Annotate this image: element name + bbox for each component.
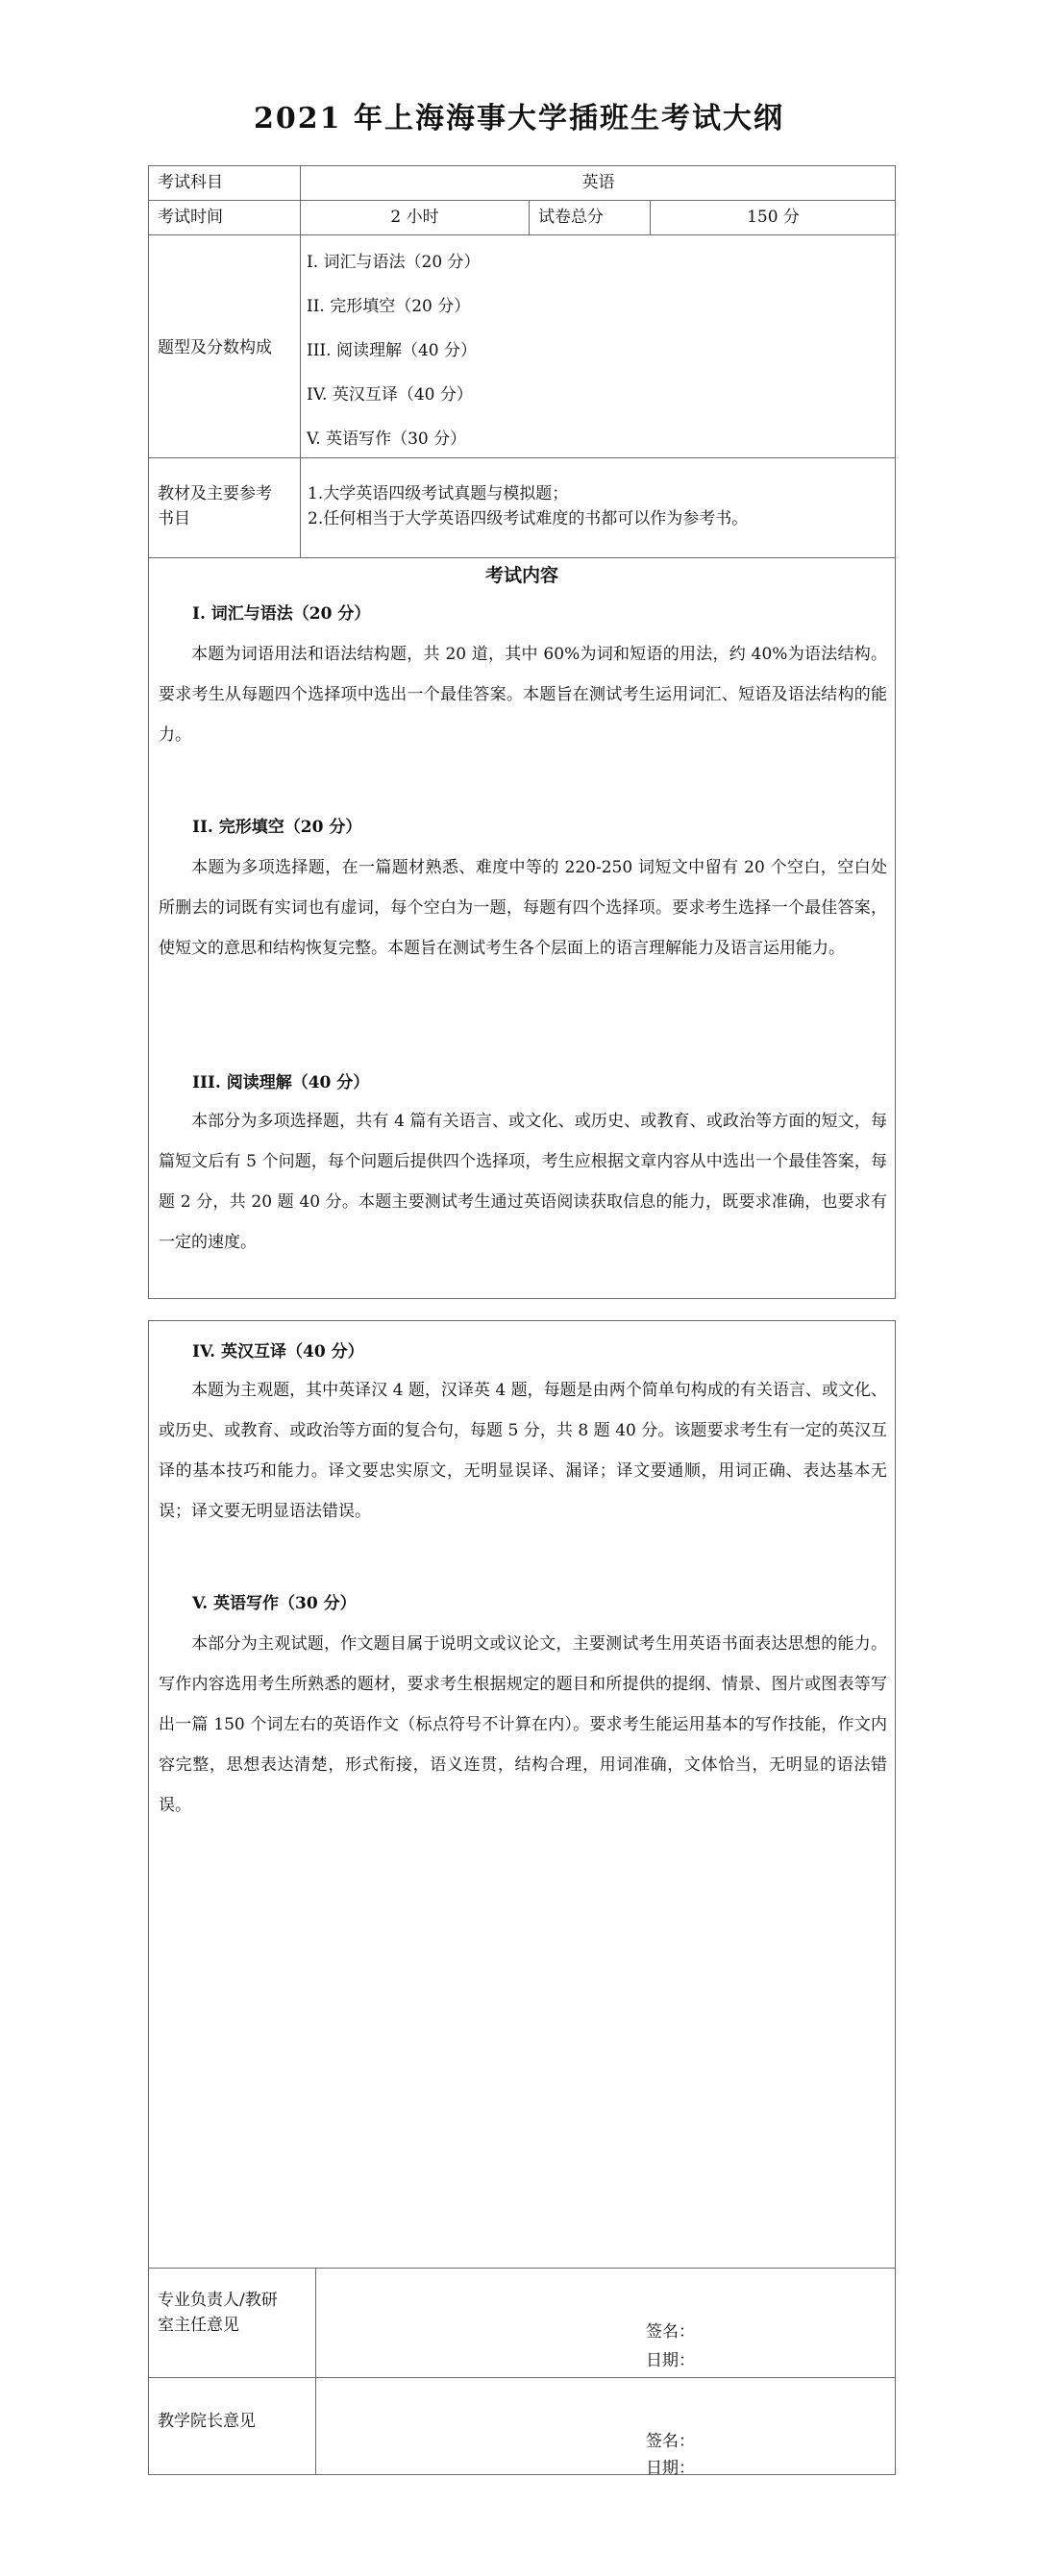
question-type-item: I. 词汇与语法（20 分） (307, 253, 481, 272)
sign-label: 签名： (646, 2432, 695, 2451)
section-text: 本部分为多项选择题，共有 4 篇有关语言、或文化、或历史、或教育、或政治等方面的短文，每篇短文后有 5 个问题，每个问题后提供四个选择项，考生应根据文章内容从中选出一个最佳答案，每题 2 分，共 20 题 40 分。本题主要测试考生通过英语阅读获取信息的能力，既要求准确，也要求有一定的速度。 (159, 1112, 887, 1252)
question-type-item: IV. 英汉互译（40 分） (307, 385, 473, 405)
section-heading: I. 词汇与语法（20 分） (192, 604, 371, 624)
date-label: 日期： (646, 2351, 695, 2370)
dean-opinion-label: 教学院长意见 (158, 2412, 256, 2431)
subject-value: 英语 (581, 173, 615, 192)
dept-opinion-label: 专业负责人/教研 (158, 2291, 278, 2310)
question-type-item: III. 阅读理解（40 分） (307, 341, 477, 360)
books-label: 教材及主要参考 (158, 484, 272, 503)
books-label-cont: 书目 (158, 509, 190, 528)
page-title: 2021 年上海海事大学插班生考试大纲 (254, 102, 784, 135)
time-label: 考试时间 (158, 208, 223, 227)
score-label: 试卷总分 (538, 208, 604, 227)
content-title: 考试内容 (484, 565, 558, 586)
section-text: 本题为主观题，其中英译汉 4 题，汉译英 4 题，每题是由两个简单句构成的有关语言、或文化、或历史、或教育、或政治等方面的复合句，每题 5 分，共 8 题 40 分。该题要求考生有一定的英汉互译的基本技巧和能力。译文要忠实原文，无明显误译、漏译；译文要通顺，用词正确、表达基本无误；译文要无明显语法错误。 (159, 1381, 887, 1521)
section-text: 本题为多项选择题，在一篇题材熟悉、难度中等的 220-250 词短文中留有 20 个空白，空白处所删去的词既有实词也有虚词，每个空白为一题，每题有四个选择项。要求考生选择一个最佳答案，使短文的意思和结构恢复完整。本题旨在测试考生各个层面上的语言理解能力及语言运用能力。 (159, 858, 887, 958)
subject-label: 考试科目 (158, 173, 223, 192)
question-type-item: V. 英语写作（30 分） (307, 429, 467, 449)
question-types-label: 题型及分数构成 (158, 338, 272, 357)
score-value: 150 分 (747, 208, 800, 227)
book-item: 1.大学英语四级考试真题与模拟题； (308, 484, 569, 503)
section-heading: II. 完形填空（20 分） (192, 818, 362, 837)
sign-label: 签名： (646, 2322, 695, 2342)
book-item: 2.任何相当于大学英语四级考试难度的书都可以作为参考书。 (308, 509, 749, 528)
time-value: 2 小时 (390, 208, 439, 227)
section-text: 本题为词语用法和语法结构题，共 20 道，其中 60%为词和短语的用法，约 40%为语法结构。要求考生从每题四个选择项中选出一个最佳答案。本题旨在测试考生运用词汇、短语及语法结构的能力。 (159, 645, 887, 745)
section-heading: III. 阅读理解（40 分） (192, 1073, 370, 1092)
section-heading: V. 英语写作（30 分） (192, 1594, 357, 1613)
section-heading: IV. 英汉互译（40 分） (192, 1342, 364, 1362)
dept-opinion-label-cont: 室主任意见 (158, 2316, 239, 2335)
date-label: 日期： (646, 2459, 695, 2478)
question-type-item: II. 完形填空（20 分） (307, 297, 471, 316)
section-text: 本部分为主观试题，作文题目属于说明文或议论文，主要测试考生用英语书面表达思想的能力。写作内容选用考生所熟悉的题材，要求考生根据规定的题目和所提供的提纲、情景、图片或图表等写出一篇 150 个词左右的英语作文（标点符号不计算在内）。要求考生能运用基本的写作技能，作文内容完整，思想表达清楚，形式衔接，语义连贯，结构合理，用词准确，文体恰当，无明显的语法错误。 (159, 1634, 887, 1815)
